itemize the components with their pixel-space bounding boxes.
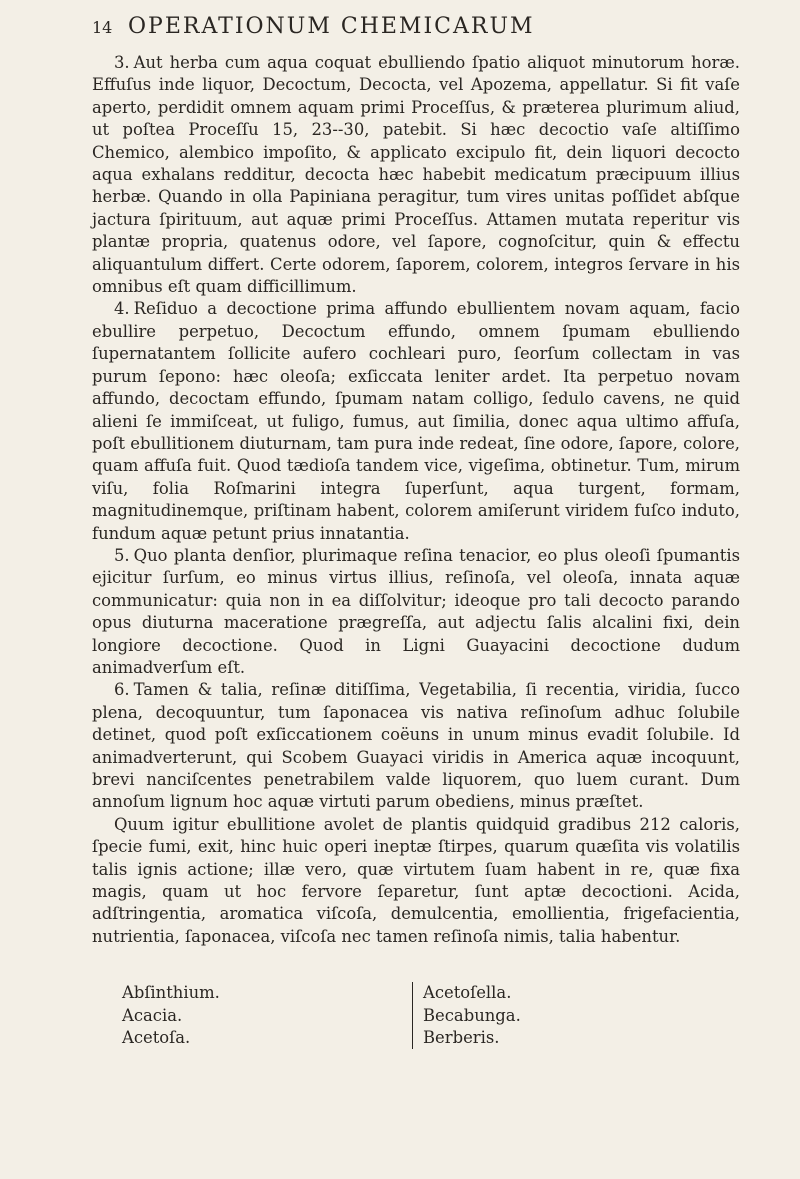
paragraph-3	[92, 52, 740, 298]
herb-item: Acetoſella.	[423, 983, 512, 1003]
paragraph-number: 6.	[114, 680, 130, 700]
paragraph-conclusion	[92, 814, 740, 948]
herb-item: Abſinthium.	[122, 983, 220, 1003]
paragraph-number: 4.	[114, 299, 130, 319]
paragraph-6	[92, 679, 740, 813]
herb-column-right	[412, 982, 643, 1049]
page-header	[92, 14, 740, 50]
paragraph-text: Aut herba cum aqua coquat ebulliendo ſpatio aliquot minutorum horæ. Effuſus inde liquor, Decoctum, Decocta, vel Apozema, appellatur. Si fit vaſe aperto, perdidit omnem aquam primi Proceſſus, & præterea plurimum aliud, ut poſtea Proceſſu 15, 23--30, patebit. Si hæc decoctio vaſe altiſſimo Chemico, alembico impoſito, & applicato excipulo fit, dein liquori decocto aqua exhalans redditur, decocta hæc habebit medicatum præcipuum illius herbæ. Quando in olla Papiniana peragitur, tum vires unitas poſſidet abſque jactura ſpirituum, aut aquæ primi Proceſſus. Attamen mutata reperitur vis plantæ propria, quatenus odore, vel ſapore, cognoſcitur, quin & effectu aliquantulum differt. Certe odorem, ſaporem, colorem, integros ſervare in his omnibus eſt quam difficillimum.	[92, 53, 740, 297]
herb-item: Becabunga.	[423, 1005, 521, 1025]
paragraph-number: 5.	[114, 545, 130, 565]
page-number: 14	[92, 18, 113, 37]
body-text	[92, 52, 740, 948]
paragraph-text: Tamen & talia, reſinæ ditiſſima, Vegetabilia, ſi recentia, viridia, ſucco plena, decoquuntur, tum ſaponacea vis nativa reſinoſum adhuc ſolubile detinet, quod poſt exſiccationem coëuns in unum minus evadit ſolubile. Id animadverterunt, qui Scobem Guayaci viridis in America aquæ incoquunt, brevi nanciſcentes penetrabilem valde liquorem, quo luem curant. Dum annoſum lignum hoc aquæ virtuti parum obediens, minus præſtet.	[92, 680, 740, 812]
herb-item: Berberis.	[423, 1028, 500, 1048]
herb-item: Acetoſa.	[122, 1028, 191, 1048]
paragraph-number: 3.	[114, 53, 130, 72]
herb-column-left	[92, 982, 412, 1049]
paragraph-text: Reſiduo a decoctione prima affundo ebullientem novam aquam, facio ebullire perpetuo, Decoctum effundo, omnem ſpumam ebulliendo ſupernatantem ſollicite aufero cochleari puro, ſeorſum collectam in vas purum ſepono: hæc oleoſa; exſiccata leniter ardet. Ita perpetuo novam affundo, decoctam effundo, ſpumam natam colligo, ſedulo cavens, ne quid alieni ſe immiſceat, ut fuligo, fumus, aut ſimilia, donec aqua ultimo affuſa, poſt ebullitionem diuturnam, tam pura inde redeat, ſine odore, ſapore, colore, quam affuſa fuit. Quod tædioſa tandem vice, vigeſima, obtinetur. Tum, mirum viſu, folia Roſmarini integra ſuperſunt, aqua turgent, formam, magnitudinemque, priſtinam habent, colorem amiſerunt viridem fuſco induto, fundum aquæ petunt prius innatantia.	[92, 299, 740, 543]
running-title: OPERATIONUM CHEMICARUM	[128, 14, 535, 39]
paragraph-4	[92, 298, 740, 544]
herb-list	[92, 982, 740, 1049]
paragraph-5	[92, 545, 740, 679]
herb-item: Acacia.	[122, 1005, 183, 1025]
paragraph-text: Quo planta denſior, plurimaque reſina tenacior, eo plus oleoſi ſpumantis ejicitur ſurſum, eo minus virtus illius, reſinoſa, vel oleoſa, innata aquæ communicatur: quia non in ea diſſolvitur; ideoque pro tali decocto parando opus diuturna maceratione prægreſſa, aut adjectu ſalis alcalini fixi, dein longiore decoctione. Quod in Ligni Guayacini decoctione dudum animadverſum eſt.	[92, 545, 740, 677]
paragraph-text: Quum igitur ebullitione avolet de plantis quidquid gradibus 212 caloris, ſpecie fumi, exit, hinc huic operi ineptæ ſtirpes, quarum quæſita vis volatilis talis ignis actione; illæ vero, quæ virtutem ſuam habent in re, quæ fixa magis, quam ut hoc fervore ſeparetur, ſunt aptæ decoctioni. Acida, adſtringentia, aromatica viſcoſa, demulcentia, emollientia, frigefacientia, nutrientia, ſaponacea, viſcoſa nec tamen reſinoſa nimis, talia habentur.	[92, 814, 740, 946]
